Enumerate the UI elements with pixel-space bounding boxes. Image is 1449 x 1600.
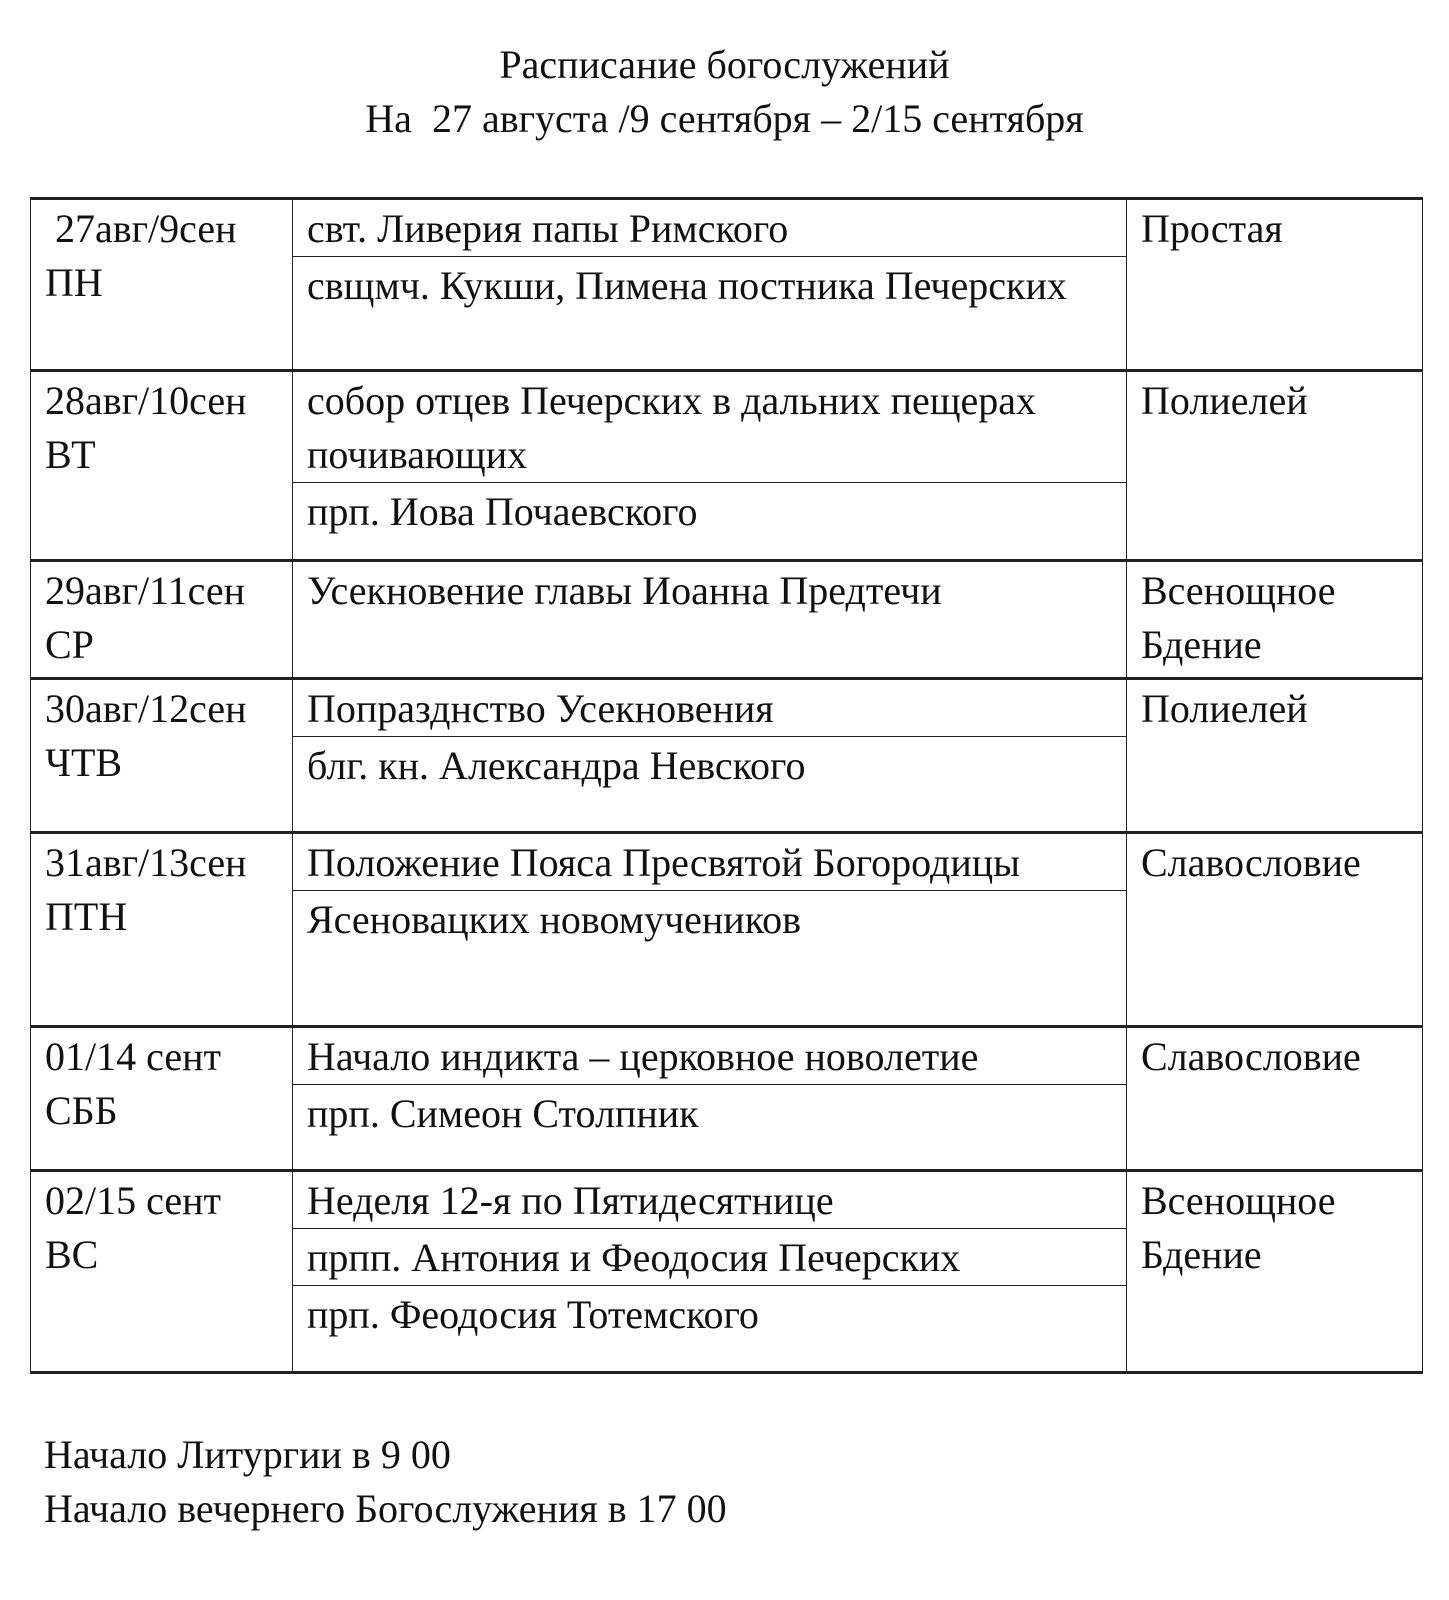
date-text: 29авг/11сен: [45, 568, 246, 613]
feast-item: прп. Симеон Столпник: [307, 1091, 699, 1136]
schedule-body: [31, 199, 1423, 1373]
feast-item: Положение Пояса Пресвятой Богородицы: [293, 834, 1126, 891]
date-cell: [31, 833, 293, 1027]
schedule-row: [31, 561, 1423, 679]
title-line-1: Расписание богослужений: [499, 42, 950, 87]
weekday-text: ПТН: [45, 894, 128, 939]
date-cell: [31, 1027, 293, 1171]
feast-item: Усекновение главы Иоанна Предтечи: [307, 568, 942, 613]
feast-item: Попразднство Усекновения: [293, 680, 1126, 737]
schedule-row: [31, 1171, 1423, 1373]
feast-item: свщмч. Кукши, Пимена постника Печерских: [307, 263, 1067, 308]
feast-item: Ясеновацких новомучеников: [307, 897, 801, 942]
date-text: 27авг/9сен: [45, 206, 237, 251]
feast-list: [293, 1028, 1126, 1141]
weekday-text: ЧТВ: [45, 740, 123, 785]
weekday-text: СР: [45, 622, 94, 667]
date-cell: [31, 199, 293, 371]
date-text: 31авг/13сен: [45, 840, 247, 885]
date-cell: [31, 1171, 293, 1373]
schedule-row: [31, 679, 1423, 833]
service-type: Славословие: [1127, 1027, 1423, 1171]
date-text: 30авг/12сен: [45, 686, 247, 731]
footer-notes: [44, 1428, 727, 1536]
date-cell: [31, 371, 293, 561]
feast-item: прп. Иова Почаевского: [307, 489, 698, 534]
feast-list: [293, 680, 1126, 793]
weekday-text: ПН: [45, 260, 103, 305]
feast-cell: [293, 679, 1127, 833]
date-text: 02/15 сент: [45, 1178, 221, 1223]
page-title: [0, 38, 1449, 146]
service-type: Всенощное Бдение: [1127, 561, 1423, 679]
date-text: 01/14 сент: [45, 1034, 221, 1079]
feast-cell: [293, 1027, 1127, 1171]
weekday-text: ВС: [45, 1232, 99, 1277]
feast-item: свт. Ливерия папы Римского: [293, 200, 1126, 257]
service-type: Полиелей: [1127, 371, 1423, 561]
feast-item: блг. кн. Александра Невского: [307, 743, 806, 788]
feast-cell: [293, 1171, 1127, 1373]
title-line-2: На 27 августа /9 сентября – 2/15 сентября: [365, 96, 1084, 141]
service-type: Славословие: [1127, 833, 1423, 1027]
feast-item: прпп. Антония и Феодосия Печерских: [293, 1229, 1126, 1286]
feast-item: Неделя 12-я по Пятидесятнице: [293, 1172, 1126, 1229]
service-type: Всенощное Бдение: [1127, 1171, 1423, 1373]
feast-cell: [293, 561, 1127, 679]
feast-list: [293, 1172, 1126, 1342]
date-text: 28авг/10сен: [45, 378, 247, 423]
vespers-time: Начало вечернего Богослужения в 17 00: [44, 1486, 727, 1531]
schedule-row: [31, 833, 1423, 1027]
weekday-text: СББ: [45, 1088, 118, 1133]
feast-cell: [293, 833, 1127, 1027]
schedule-row: [31, 1027, 1423, 1171]
feast-list: [293, 200, 1126, 313]
service-type: Простая: [1127, 199, 1423, 371]
service-type: Полиелей: [1127, 679, 1423, 833]
schedule-row: [31, 371, 1423, 561]
date-cell: [31, 679, 293, 833]
liturgy-time: Начало Литургии в 9 00: [44, 1432, 451, 1477]
feast-list: [293, 562, 1126, 618]
feast-item: собор отцев Печерских в дальних пещерах почивающих: [293, 372, 1126, 483]
feast-list: [293, 372, 1126, 539]
feast-cell: [293, 199, 1127, 371]
schedule-table: [30, 197, 1423, 1374]
feast-item: прп. Феодосия Тотемского: [307, 1292, 759, 1337]
feast-item: Начало индикта – церковное новолетие: [293, 1028, 1126, 1085]
date-cell: [31, 561, 293, 679]
schedule-row: [31, 199, 1423, 371]
feast-list: [293, 834, 1126, 947]
weekday-text: ВТ: [45, 432, 96, 477]
feast-cell: [293, 371, 1127, 561]
